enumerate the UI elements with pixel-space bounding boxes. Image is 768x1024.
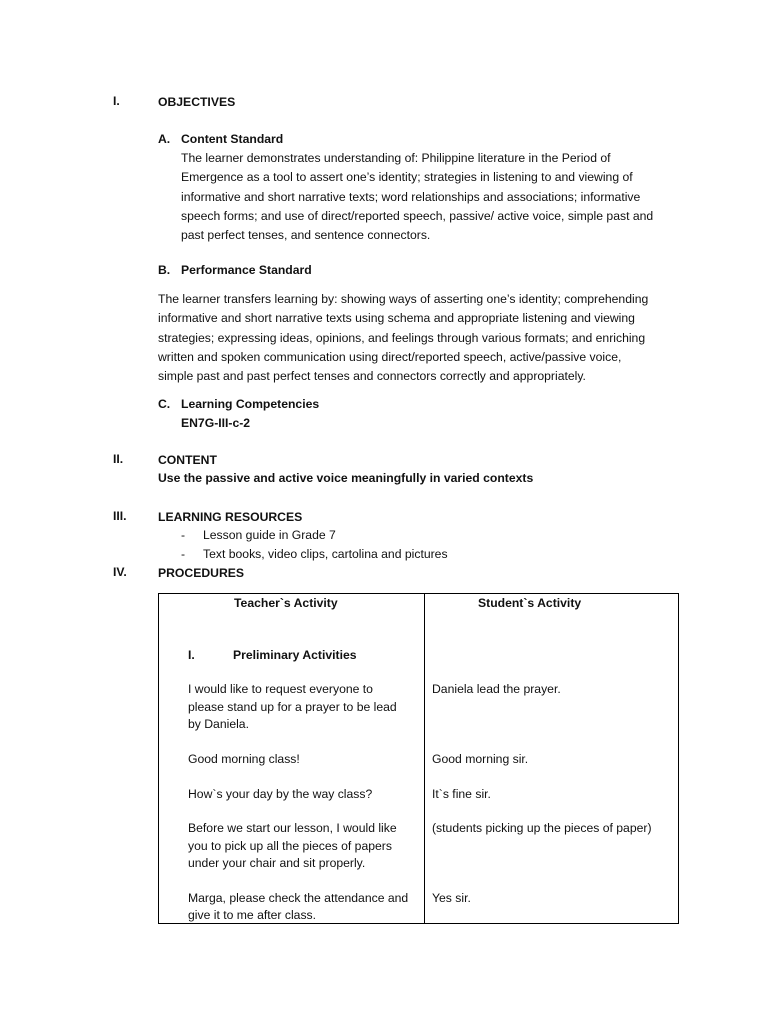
performance-standard-line: written and spoken communication using direct/reported speech, active/passive voice, [158, 349, 622, 364]
teacher-line: Marga, please check the attendance and [188, 891, 409, 905]
content-standard-line: speech forms; and use of direct/reported speech, passive/ active voice, simple past and [181, 208, 654, 223]
subsection-title-performance-standard: Performance Standard [181, 263, 312, 277]
performance-standard-line: informative and short narrative texts using schema and appropriate listening and viewing [158, 311, 635, 326]
content-standard-line: Emergence as a tool to assert one’s identity; strategies in listening to and viewing of [181, 170, 633, 185]
section-title-objectives: OBJECTIVES [158, 95, 236, 109]
student-line: It`s fine sir. [432, 787, 491, 801]
subsection-letter-b: B. [158, 263, 171, 277]
resource-item: Text books, video clips, cartolina and pictures [203, 547, 448, 561]
teacher-activity-header: Teacher`s Activity [234, 596, 338, 610]
content-standard-line: past perfect tenses, and sentence connectors. [181, 228, 431, 243]
section-num-content: II. [113, 452, 124, 466]
student-line: (students picking up the pieces of paper) [432, 821, 652, 835]
content-standard-text [181, 149, 653, 245]
section-title-content: CONTENT [158, 453, 217, 467]
content-standard-line: The learner demonstrates understanding of: Philippine literature in the Period of [181, 151, 611, 165]
preliminary-num: I. [188, 648, 195, 662]
subsection-title-learning-competencies: Learning Competencies [181, 397, 320, 411]
preliminary-title: Preliminary Activities [233, 648, 357, 662]
subsection-letter-a: A. [158, 132, 171, 146]
student-activity-header: Student`s Activity [478, 596, 582, 610]
teacher-line: Good morning class! [188, 752, 300, 766]
performance-standard-text [158, 290, 648, 386]
teacher-line: please stand up for a prayer to be lead [188, 700, 397, 714]
section-title-procedures: PROCEDURES [158, 566, 245, 580]
resource-bullet: - [181, 528, 186, 542]
student-line: Daniela lead the prayer. [432, 682, 561, 696]
performance-standard-line: strategies; expressing ideas, opinions, and feelings through various formats; and enriching [158, 330, 646, 345]
section-num-procedures: IV. [113, 565, 127, 579]
content-standard-line: informative and short narrative texts; word relationships and associations; informative [181, 189, 641, 204]
subsection-title-content-standard: Content Standard [181, 132, 284, 146]
section-title-learning-resources: LEARNING RESOURCES [158, 510, 303, 524]
content-text: Use the passive and active voice meaningfully in varied contexts [158, 471, 534, 485]
subsection-letter-c: C. [158, 397, 171, 411]
teacher-line: under your chair and sit properly. [188, 856, 366, 870]
competency-code: EN7G-III-c-2 [181, 416, 251, 430]
resource-bullet: - [181, 547, 186, 561]
procedures-table [158, 593, 679, 924]
student-line: Yes sir. [432, 891, 471, 905]
teacher-line: How`s your day by the way class? [188, 787, 373, 801]
student-line: Good morning sir. [432, 752, 529, 766]
section-num-learning-resources: III. [113, 509, 127, 523]
teacher-line: Before we start our lesson, I would like [188, 821, 397, 835]
teacher-line: you to pick up all the pieces of papers [188, 839, 392, 853]
section-num-objectives: I. [113, 94, 120, 108]
performance-standard-line: simple past and past perfect tenses and connectors correctly and appropriately. [158, 369, 586, 384]
teacher-line: by Daniela. [188, 717, 249, 731]
teacher-activity-column [159, 594, 425, 924]
teacher-line: give it to me after class. [188, 908, 317, 922]
resource-item: Lesson guide in Grade 7 [203, 528, 336, 542]
performance-standard-line: The learner transfers learning by: showing ways of asserting one’s identity; comprehending [158, 292, 649, 306]
teacher-line: I would like to request everyone to [188, 682, 373, 696]
student-activity-column [425, 594, 679, 924]
